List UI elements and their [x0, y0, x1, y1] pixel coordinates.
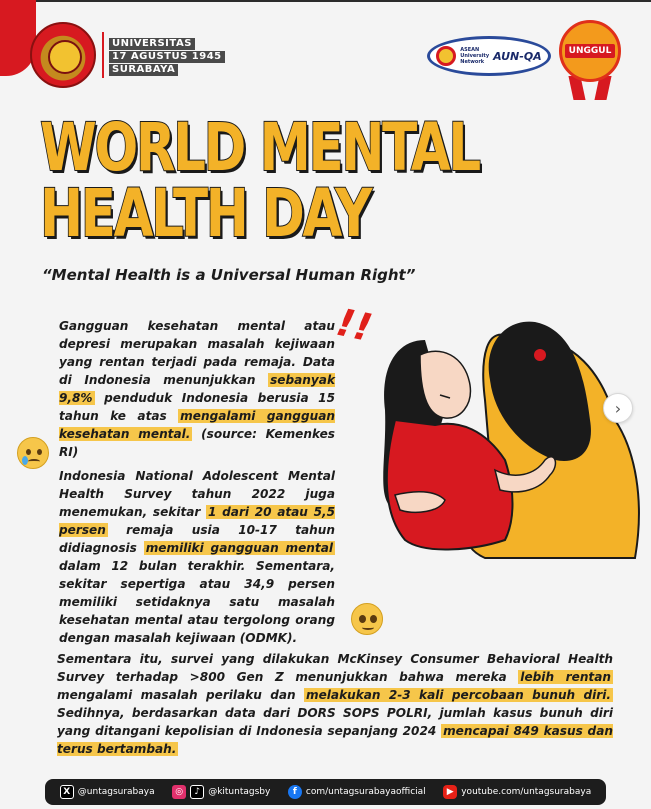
- social-footer: [45, 779, 606, 805]
- p2-text-1: Indonesia National Adolescent Mental Health Survey tahun 2022 juga menemukan, sekitar: [59, 469, 335, 519]
- paragraph-1: [59, 317, 335, 461]
- university-name: [109, 38, 225, 76]
- social-instagram-tiktok[interactable]: [172, 785, 270, 799]
- p3-text-2: mengalami masalah perilaku dan: [57, 688, 304, 702]
- university-name-line-2: 17 AGUSTUS 1945: [109, 51, 225, 63]
- page-title: [40, 109, 603, 252]
- p2-highlight-1: 1 dari 20 atau 5,5 persen: [59, 505, 335, 537]
- facebook-handle: com/untagsurabayaofficial: [305, 787, 426, 797]
- youtube-icon: ▶: [443, 785, 457, 799]
- social-x[interactable]: [60, 785, 155, 799]
- crying-face-icon: [17, 437, 49, 469]
- social-youtube[interactable]: [443, 785, 591, 799]
- p1-highlight-1: sebanyak 9,8%: [59, 373, 335, 405]
- title-line-2: HEALTH DAY: [40, 175, 371, 252]
- paragraph-3: [57, 650, 613, 758]
- p1-text-2: penduduk Indonesia berusia 15 tahun ke atas: [59, 391, 335, 423]
- logo-seal-center: [48, 40, 82, 74]
- unggul-accreditation-badge: [559, 20, 623, 104]
- p3-highlight-1: lebih rentan: [520, 670, 611, 684]
- instagram-icon: ◎: [172, 785, 186, 799]
- p1-text-3: (source: Kemenkes RI): [59, 427, 336, 459]
- p2-highlight-2: memiliki gangguan mental: [145, 541, 333, 555]
- exclamation-icon: !!: [332, 299, 376, 351]
- title-line-1: WORLD MENTAL: [40, 109, 479, 186]
- next-slide-button[interactable]: [603, 393, 633, 423]
- logo-divider: [102, 32, 104, 78]
- chevron-right-icon: ›: [614, 398, 622, 418]
- paragraph-2: [59, 467, 335, 647]
- x-icon: X: [60, 785, 74, 799]
- university-name-line-1: UNIVERSITAS: [109, 38, 195, 50]
- aun-qa-label: AUN-QA: [493, 49, 542, 63]
- facebook-icon: f: [288, 785, 302, 799]
- subtitle-quote: “Mental Health is a Universal Human Right”: [42, 266, 416, 284]
- p3-text-1: Sementara itu, survei yang dilakukan McKinsey Consumer Behavioral Health Survey terhadap >800 Gen Z menunjukkan bahwa mereka: [57, 652, 613, 684]
- p2-text-3: dalam 12 bulan terakhir. Sementara, sekitar sepertiga atau 34,9 persen memiliki setidaknya satu masalah kesehatan mental atau tergolong orang dengan masalah kejiwaan (ODMK).: [59, 559, 335, 645]
- p1-highlight-2: mengalami gangguan kesehatan mental.: [59, 409, 335, 441]
- p3-highlight-2: melakukan 2-3 kali percobaan bunuh diri.: [305, 688, 611, 702]
- university-name-line-3: SURABAYA: [109, 64, 178, 76]
- p2-text-2: remaja usia 10-17 tahun didiagnosis: [59, 523, 335, 555]
- pleading-face-icon: [351, 603, 383, 635]
- aun-small-text: ASEAN University Network: [460, 47, 490, 65]
- social-facebook[interactable]: [288, 785, 426, 799]
- badge-circle: [559, 20, 621, 82]
- p1-text-1: Gangguan kesehatan mental atau depresi merupakan masalah kejiwaan yang rentan terjadi pada remaja. Data di Indonesia menunjukkan: [59, 319, 335, 387]
- tiktok-icon: ♪: [190, 785, 204, 799]
- p3-highlight-3: mencapai 849 kasus dan terus bertambah.: [57, 724, 613, 756]
- ig-tiktok-handle: @kituntagsby: [208, 787, 271, 797]
- unggul-label: UNGGUL: [565, 44, 616, 58]
- p3-text-3: Sedihnya, berdasarkan data dari DORS SOPS POLRI, jumlah kasus bunuh diri yang ditangani kepolisian di Indonesia sepanjang 2024: [57, 706, 613, 738]
- aun-logo-icon: [436, 46, 456, 66]
- youtube-handle: youtube.com/untagsurabaya: [461, 787, 592, 797]
- aun-qa-badge: [427, 36, 551, 76]
- top-edge-bar: [0, 0, 651, 2]
- university-logo: [30, 22, 96, 88]
- hug-illustration: [365, 300, 645, 560]
- x-handle: @untagsurabaya: [77, 787, 155, 797]
